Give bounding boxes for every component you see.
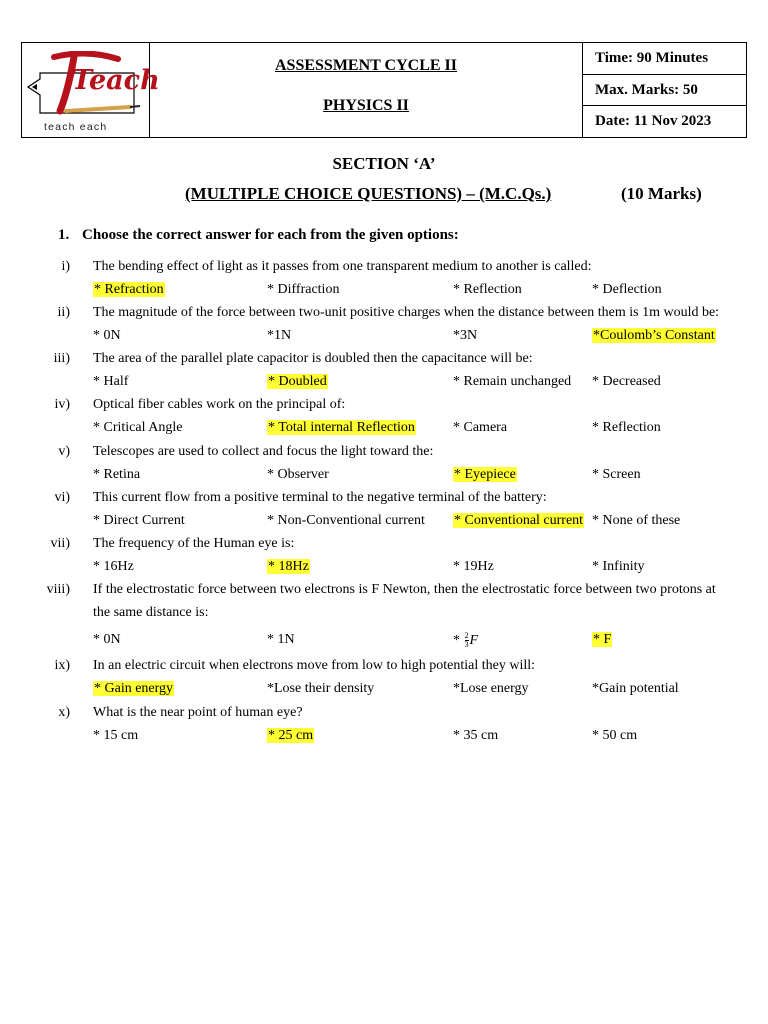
logo-word: Teach bbox=[72, 65, 160, 96]
question-text: The area of the parallel plate capacitor is doubled then the capacitance will be: bbox=[93, 351, 533, 366]
question-number: viii) bbox=[46, 582, 70, 597]
answer-option: * 15 cm bbox=[93, 728, 139, 743]
instruction-text: Choose the correct answer for each from the given options: bbox=[82, 227, 459, 243]
answer-option: * Diffraction bbox=[267, 282, 340, 297]
answer-option-correct: * Eyepiece bbox=[454, 467, 516, 482]
question-text: This current flow from a positive terminal to the negative terminal of the battery: bbox=[93, 490, 547, 505]
question-text-continued: the same distance is: bbox=[93, 605, 209, 620]
answer-option: * 35 cm bbox=[453, 728, 499, 743]
section-heading: (MULTIPLE CHOICE QUESTIONS) – (M.C.Qs.) bbox=[185, 184, 552, 203]
answer-option: * 1N bbox=[267, 632, 295, 647]
title-cell bbox=[150, 43, 583, 137]
question-text: What is the near point of human eye? bbox=[93, 705, 303, 720]
instruction-number: 1. bbox=[58, 227, 70, 243]
answer-option: * Infinity bbox=[592, 559, 645, 574]
exam-subject: PHYSICS II bbox=[323, 97, 409, 114]
answer-option: *Lose energy bbox=[453, 681, 529, 696]
question-number: i) bbox=[61, 259, 70, 274]
question-number: iv) bbox=[54, 397, 70, 412]
exam-max-marks: Max. Marks: 50 bbox=[583, 75, 746, 107]
answer-option: * Half bbox=[93, 374, 129, 389]
answer-option: * Remain unchanged bbox=[453, 374, 572, 389]
question-text: The bending effect of light as it passes from one transparent medium to another is called: bbox=[93, 259, 592, 274]
answer-option: * Retina bbox=[93, 467, 141, 482]
answer-option: * None of these bbox=[592, 513, 681, 528]
section-title: SECTION ‘A’ bbox=[332, 154, 436, 173]
fraction: $\frac{2}{3}$ bbox=[464, 631, 469, 649]
answer-option: * Non-Conventional current bbox=[267, 513, 425, 528]
question-number: vi) bbox=[54, 490, 70, 505]
answer-option-correct: * Refraction bbox=[94, 282, 164, 297]
question-number: x) bbox=[58, 705, 70, 720]
question-text: If the electrostatic force between two electrons is F Newton, then the electrostatic force between two protons at bbox=[93, 582, 716, 597]
answer-option: *Gain potential bbox=[592, 681, 679, 696]
answer-option: * $\frac{2}{3}$ F bbox=[453, 631, 479, 649]
exam-title: ASSESSMENT CYCLE II bbox=[275, 57, 457, 74]
answer-option: * Deflection bbox=[592, 282, 662, 297]
exam-time: Time: 90 Minutes bbox=[583, 43, 746, 75]
answer-option-correct: * Conventional current bbox=[454, 513, 584, 528]
question-text: In an electric circuit when electrons move from low to high potential they will: bbox=[93, 658, 536, 673]
answer-option-correct: * Gain energy bbox=[94, 681, 174, 696]
answer-option: * Decreased bbox=[592, 374, 661, 389]
answer-option: * Camera bbox=[453, 420, 508, 435]
answer-option: * 0N bbox=[93, 328, 121, 343]
question-text: Telescopes are used to collect and focus the light toward the: bbox=[93, 444, 434, 459]
section-marks: (10 Marks) bbox=[621, 184, 702, 203]
answer-option: * 0N bbox=[93, 632, 121, 647]
logo-tagline: teach each bbox=[44, 121, 108, 133]
question-number: iii) bbox=[53, 351, 70, 366]
answer-option-correct: *Coulomb’s Constant bbox=[593, 328, 715, 343]
instruction bbox=[58, 227, 459, 244]
answer-option: * 19Hz bbox=[453, 559, 494, 574]
question-number: ii) bbox=[57, 305, 70, 320]
exam-date: Date: 11 Nov 2023 bbox=[595, 113, 712, 130]
answer-option: * 16Hz bbox=[93, 559, 134, 574]
answer-option: *3N bbox=[453, 328, 478, 343]
question-number: v) bbox=[58, 444, 70, 459]
question-text: The magnitude of the force between two-unit positive charges when the distance between them is 1m would be: bbox=[93, 305, 720, 320]
answer-option-correct: * F bbox=[593, 632, 612, 647]
header-box bbox=[21, 42, 747, 138]
answer-option: * Reflection bbox=[592, 420, 661, 435]
answer-option: * Screen bbox=[592, 467, 641, 482]
answer-option-correct: * Total internal Reflection bbox=[268, 420, 415, 435]
answer-option: * Observer bbox=[267, 467, 329, 482]
answer-option-correct: * Doubled bbox=[268, 374, 327, 389]
answer-option: * 50 cm bbox=[592, 728, 638, 743]
question-number: ix) bbox=[54, 658, 70, 673]
answer-option: * Reflection bbox=[453, 282, 522, 297]
answer-option: *1N bbox=[267, 328, 292, 343]
answer-option-correct: * 18Hz bbox=[268, 559, 309, 574]
question-text: The frequency of the Human eye is: bbox=[93, 536, 295, 551]
answer-option: * Critical Angle bbox=[93, 420, 183, 435]
answer-option: * Direct Current bbox=[93, 513, 185, 528]
question-text: Optical fiber cables work on the principal of: bbox=[93, 397, 346, 412]
answer-option: *Lose their density bbox=[267, 681, 375, 696]
info-cell bbox=[583, 43, 746, 137]
logo-cell bbox=[22, 43, 160, 137]
question-number: vii) bbox=[50, 536, 70, 551]
answer-option-correct: * 25 cm bbox=[268, 728, 314, 743]
